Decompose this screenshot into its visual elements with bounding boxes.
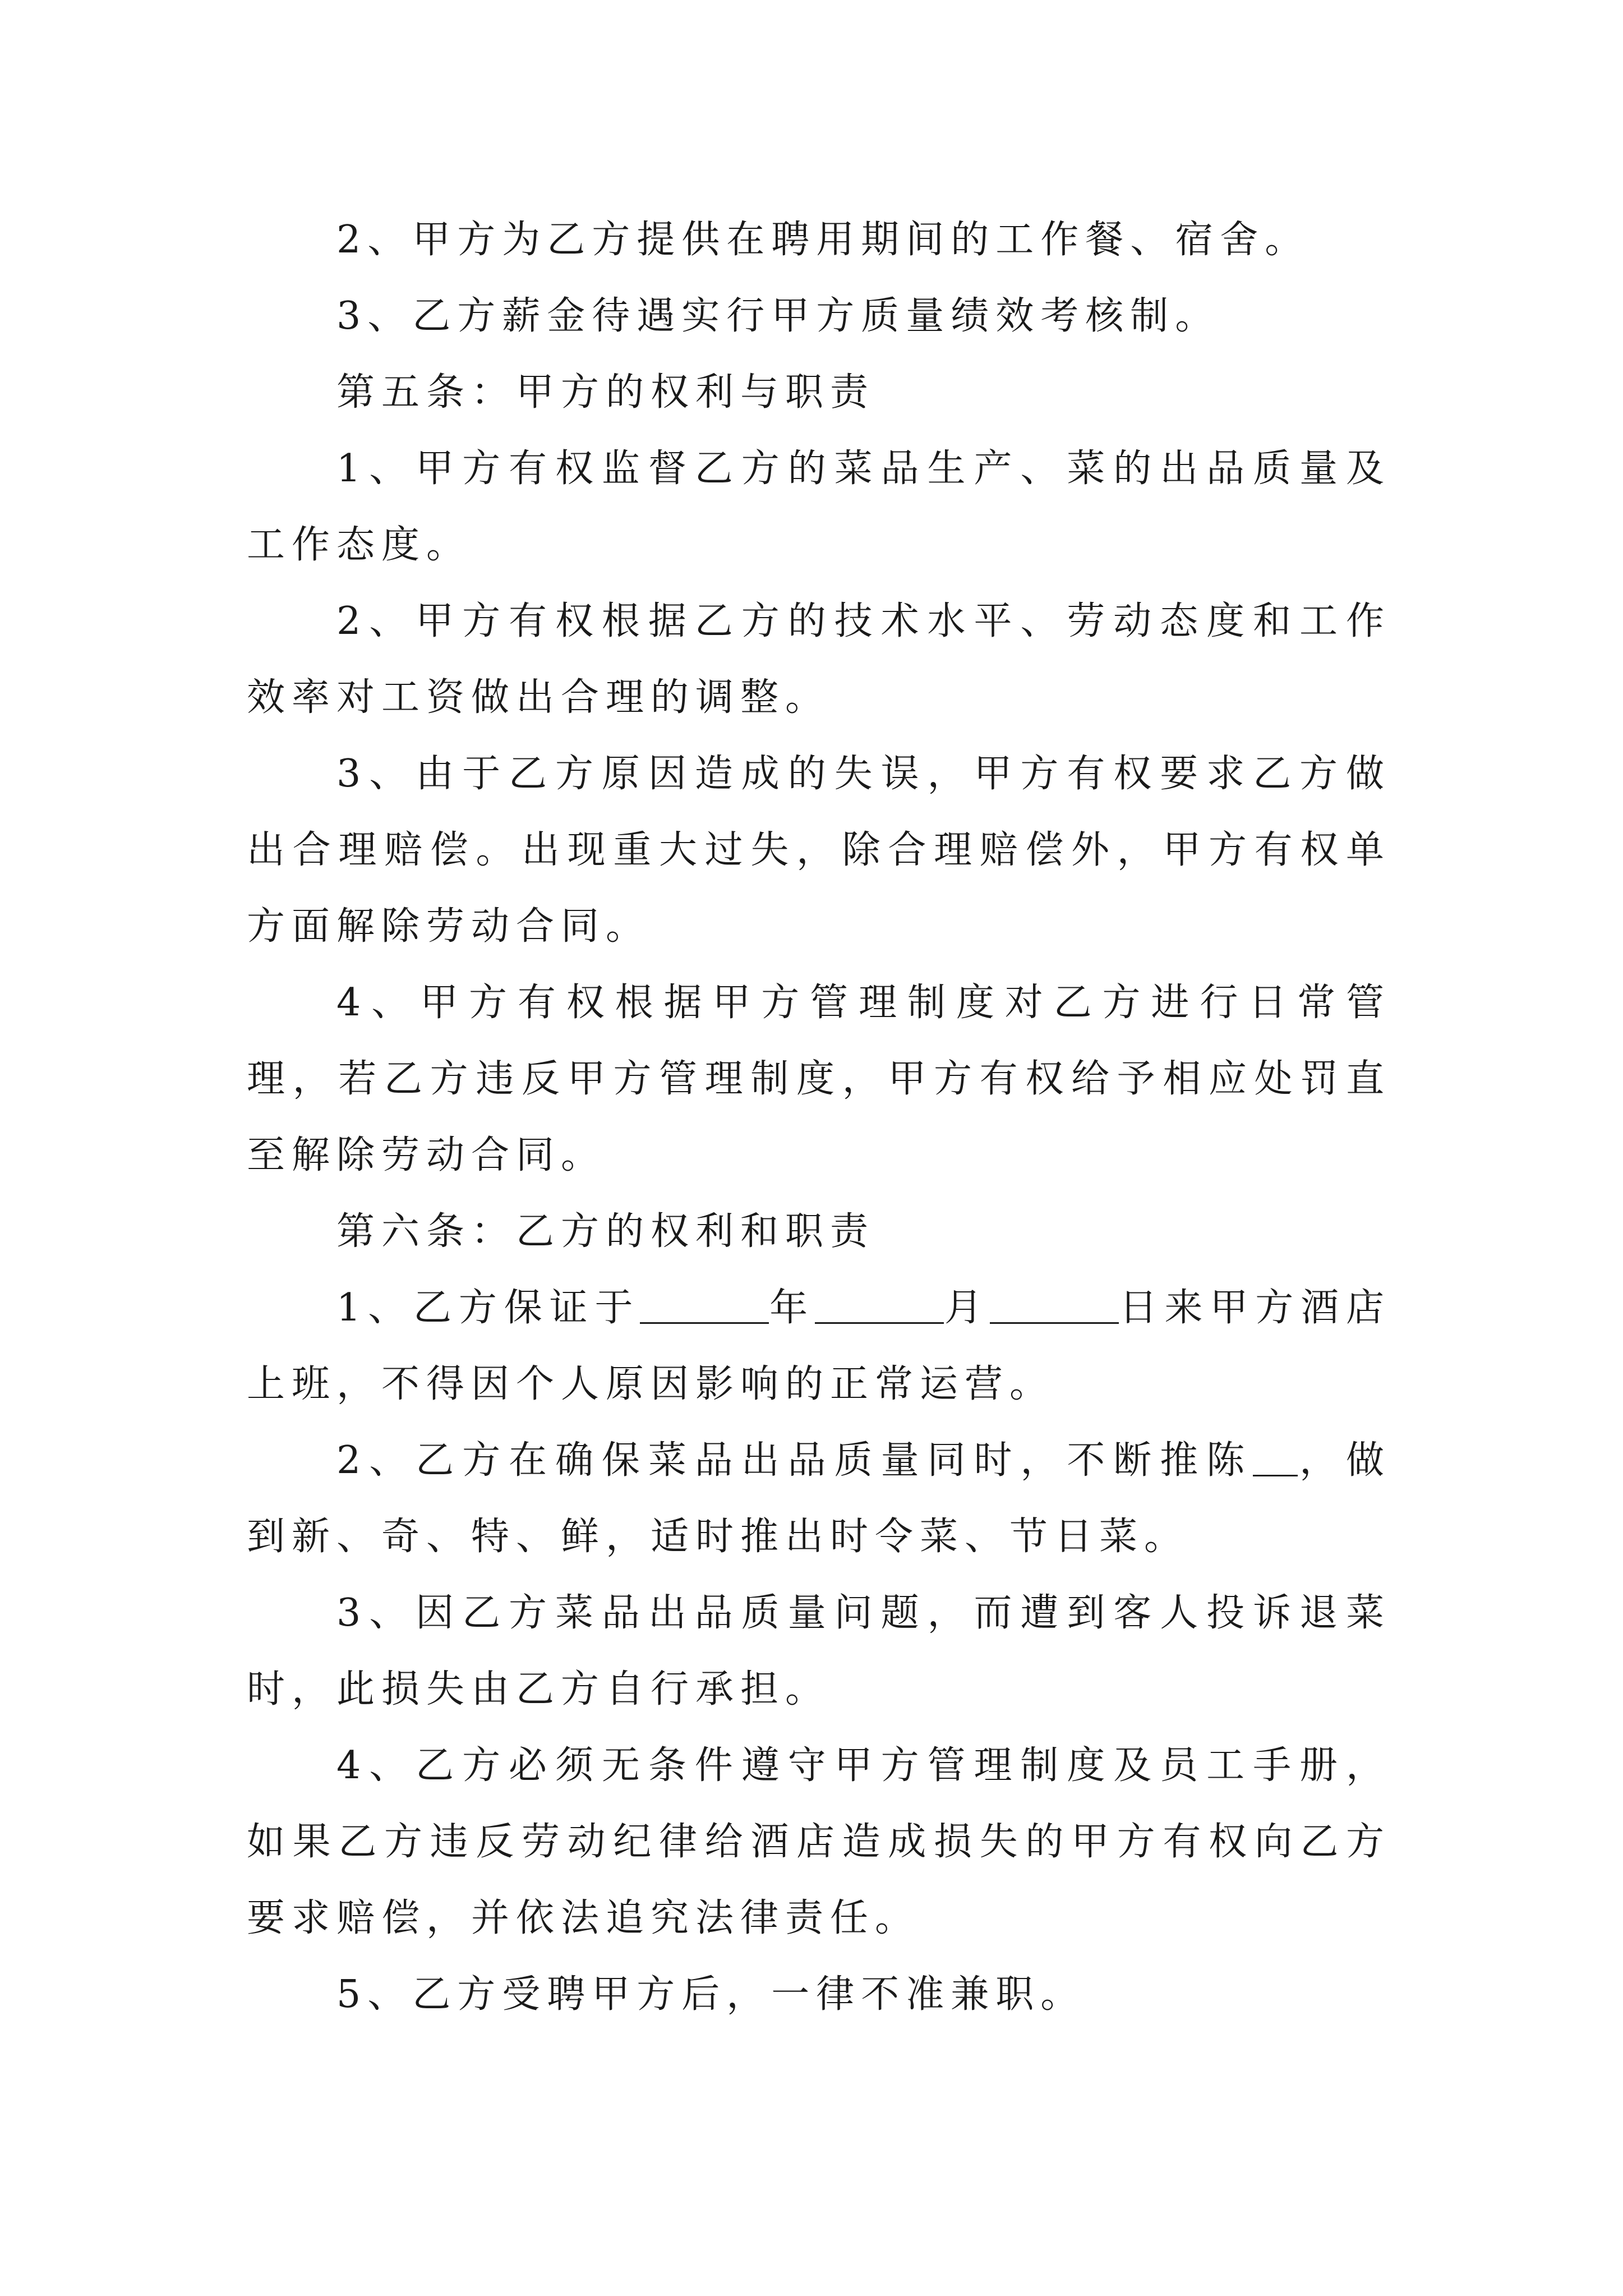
paragraph-salary-assessment: 3、乙方薪金待遇实行甲方质量绩效考核制。 (336, 294, 1220, 338)
section-heading-article-5: 第五条：甲方的权利与职责 (336, 370, 875, 415)
paragraph-complaint-loss: 3、因乙方菜品出品质量问题，而遭到客人投诉退菜时，此损失由乙方自行承担。 (247, 1591, 1391, 1711)
paragraph-no-side-job: 5、乙方受聘甲方后，一律不准兼职。 (336, 1972, 1086, 2017)
start-date-prefix: 1、乙方保证于 (336, 1286, 640, 1330)
paragraph-supervision: 1、甲方有权监督乙方的菜品生产、菜的出品质量及工作态度。 (247, 447, 1391, 567)
document-body (247, 202, 1391, 2033)
innovation-blank (1253, 1430, 1298, 1476)
paragraph-rules-compliance: 4、乙方必须无条件遵守甲方管理制度及员工手册，如果乙方违反劳动纪律给酒店造成损失的甲方有权向乙方要求赔偿，并依法追究法律责任。 (247, 1743, 1391, 1940)
innovation-prefix: 2、乙方在确保菜品出品质量同时，不断推陈 (336, 1438, 1253, 1483)
start-date-suffix: 日来甲方酒店上班，不得因个人原因影响的正常运营。 (247, 1286, 1391, 1406)
innovation-suffix: ，做到新、奇、特、鲜，适时推出时令菜、节日菜。 (247, 1438, 1391, 1559)
paragraph-start-date (247, 1270, 1391, 1423)
day-blank (990, 1277, 1119, 1324)
month-label: 月 (944, 1286, 990, 1330)
month-blank (815, 1277, 944, 1324)
paragraph-innovation (247, 1423, 1391, 1575)
paragraph-compensation: 3、由于乙方原因造成的失误，甲方有权要求乙方做出合理赔偿。出现重大过失，除合理赔偿外，甲方有权单方面解除劳动合同。 (247, 752, 1391, 949)
paragraph-wage-adjustment: 2、甲方有权根据乙方的技术水平、劳动态度和工作效率对工资做出合理的调整。 (247, 599, 1391, 720)
year-label: 年 (769, 1286, 815, 1330)
section-heading-article-6: 第六条：乙方的权利和职责 (336, 1209, 875, 1254)
paragraph-meals-housing: 2、甲方为乙方提供在聘用期间的工作餐、宿舍。 (336, 218, 1310, 262)
paragraph-daily-management: 4、甲方有权根据甲方管理制度对乙方进行日常管理，若乙方违反甲方管理制度，甲方有权给予相应处罚直至解除劳动合同。 (247, 981, 1391, 1177)
year-blank (640, 1277, 769, 1324)
